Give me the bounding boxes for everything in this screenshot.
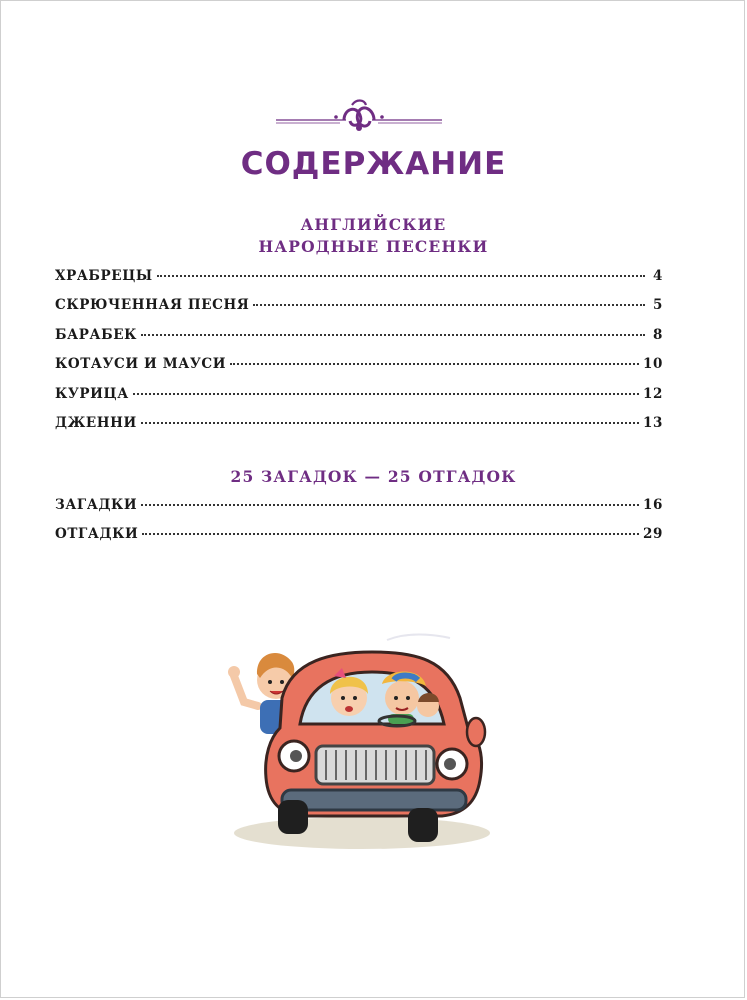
toc-entry-title: ОТГАДКИ (55, 526, 139, 543)
ground-shadow (234, 817, 490, 849)
car-illustration (222, 628, 502, 860)
page-title: СОДЕРЖАНИЕ (240, 146, 507, 182)
toc-entry[interactable] (55, 415, 663, 444)
toc-entry-title: ДЖЕННИ (55, 414, 137, 431)
car-grille (316, 746, 434, 784)
toc-entry[interactable] (55, 327, 663, 356)
dot-leader (141, 334, 645, 336)
dot-leader (253, 304, 645, 306)
toc-entry-page: 16 (643, 497, 663, 513)
toc-entry[interactable] (55, 526, 663, 555)
toc-entry-title: КОТАУСИ И МАУСИ (55, 356, 227, 373)
toc-entry-title: ЗАГАДКИ (55, 497, 138, 513)
car-bumper (282, 790, 466, 810)
dot-leader (157, 275, 645, 277)
dot-leader (142, 533, 639, 535)
toc-list (55, 497, 663, 556)
toc-entry-page: 13 (643, 414, 663, 431)
toc-entry-page: 5 (653, 297, 663, 314)
section-heading (0, 466, 747, 488)
toc-entry-title: ХРАБРЕЦЫ (55, 268, 153, 284)
dot-leader (230, 363, 639, 365)
toc-entry-page: 8 (653, 326, 663, 343)
side-mirror (467, 718, 485, 746)
toc-entry-page: 10 (643, 356, 663, 373)
ornament-icon (276, 95, 442, 137)
toc-entry[interactable] (55, 268, 663, 297)
toc-entry[interactable] (55, 497, 663, 526)
toc-list (55, 268, 663, 444)
cloud-swirl (387, 635, 450, 641)
dot-leader (133, 393, 639, 395)
dot-leader (141, 504, 639, 506)
toc-entry-title: СКРЮЧЕННАЯ ПЕСНЯ (55, 297, 250, 314)
toc-entry[interactable] (55, 297, 663, 326)
toc-entry-page: 4 (653, 268, 663, 284)
toc-entry-page: 29 (643, 526, 663, 543)
toc-entry-page: 12 (643, 385, 663, 402)
toc-entry[interactable] (55, 386, 663, 415)
section-heading (0, 214, 747, 258)
section-heading-line: АНГЛИЙСКИЕ (300, 215, 447, 234)
section-heading-line: 25 ЗАГАДОК — 25 ОТГАДОК (230, 467, 517, 486)
toc-entry-title: КУРИЦА (55, 385, 129, 402)
dot-leader (141, 422, 639, 424)
toc-entry[interactable] (55, 356, 663, 385)
section-heading-line: НАРОДНЫЕ ПЕСЕНКИ (258, 237, 489, 256)
toc-entry-title: БАРАБЕК (55, 326, 137, 343)
